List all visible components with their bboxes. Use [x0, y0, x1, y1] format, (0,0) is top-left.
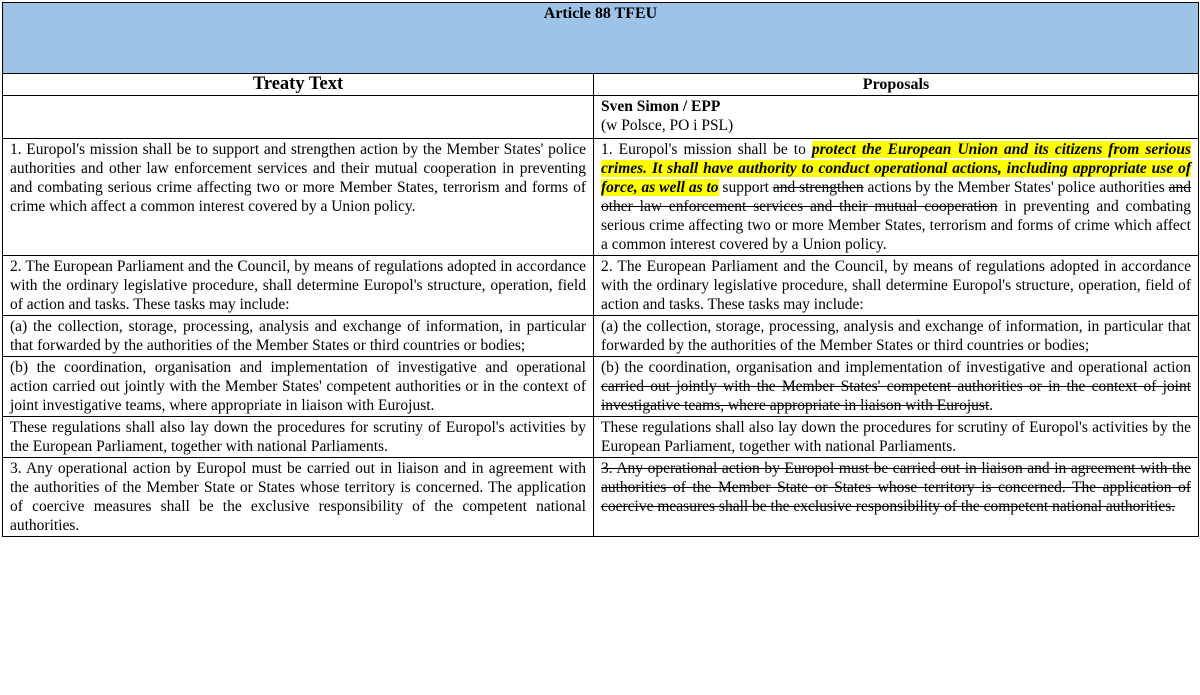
header-treaty-text: Treaty Text: [3, 74, 594, 96]
treaty-text-cell: 3. Any operational action by Europol must be carried out in liaison and in agreement with the authorities of the Member State or States whose territory is concerned. The application of coercive measures shall be the exclusive responsibility of the competent national authorities.: [3, 458, 594, 537]
unchanged-text: in preventing and combating serious crime affecting two or more Member States, terrorism and forms of crime which affect a common interest covered by a Union policy.: [601, 198, 1191, 253]
unchanged-text: (b) the coordination, organisation and implementation of investigative and operational action: [601, 359, 1191, 376]
deleted-text: carried out jointly with the Member States' competent authorities or in the context of joint investigative teams, where appropriate in liaison with Eurojust: [601, 378, 1191, 414]
table-title: Article 88 TFEU: [3, 3, 1199, 74]
unchanged-text: .: [989, 397, 994, 414]
table-row: [3, 458, 1199, 537]
inserted-text: protect the European Union and its citizens from serious crimes. It shall have authority to conduct operational actions, including appropriate use of force, as well as to: [601, 141, 1191, 196]
proposer-note: (w Polsce, PO i PSL): [601, 117, 734, 134]
table-row: [3, 316, 1199, 357]
comparison-table: [2, 2, 1199, 537]
unchanged-text: support: [718, 179, 773, 196]
table-row: [3, 256, 1199, 316]
proposal-text-cell: These regulations shall also lay down the procedures for scrutiny of Europol's activities by the European Parliament, together with national Parliaments.: [594, 417, 1199, 458]
treaty-text-cell: These regulations shall also lay down the procedures for scrutiny of Europol's activities by the European Parliament, together with national Parliaments.: [3, 417, 594, 458]
table-row: [3, 417, 1199, 458]
title-row: [3, 3, 1199, 74]
proposer-cell: [594, 96, 1199, 139]
proposer-name: Sven Simon / EPP: [601, 98, 721, 115]
treaty-text-cell: (b) the coordination, organisation and implementation of investigative and operational action carried out jointly with the Member States' competent authorities or in the context of joint investigative teams, where appropriate in liaison with Eurojust.: [3, 357, 594, 417]
deleted-text: and other law enforcement services and their mutual cooperation: [601, 179, 1192, 215]
table-row: [3, 357, 1199, 417]
empty-cell: [3, 96, 594, 139]
deleted-text: and strengthen: [772, 179, 864, 196]
treaty-text-cell: 1. Europol's mission shall be to support and strengthen action by the Member States' police authorities and other law enforcement services and their mutual cooperation in preventing and combating serious crime affecting two or more Member States, terrorism and forms of crime which affect a common interest covered by a Union policy.: [3, 139, 594, 256]
proposer-row: [3, 96, 1199, 139]
header-row: [3, 74, 1199, 96]
proposal-text-cell-deleted: 3. Any operational action by Europol must be carried out in liaison and in agreement with the authorities of the Member State or States whose territory is concerned. The application of coercive measures shall be the exclusive responsibility of the competent national authorities.: [594, 458, 1199, 537]
table-row: [3, 139, 1199, 256]
header-proposals: Proposals: [594, 74, 1199, 96]
unchanged-text: actions by the Member States' police authorities: [863, 179, 1169, 196]
proposal-text-cell: [594, 139, 1199, 256]
treaty-text-cell: (a) the collection, storage, processing, analysis and exchange of information, in particular that forwarded by the authorities of the Member States or third countries or bodies;: [3, 316, 594, 357]
proposal-text-cell: [594, 357, 1199, 417]
proposal-text-cell: (a) the collection, storage, processing, analysis and exchange of information, in particular that forwarded by the authorities of the Member States or third countries or bodies;: [594, 316, 1199, 357]
unchanged-text: 1. Europol's mission shall be to: [601, 141, 812, 158]
proposal-text-cell: 2. The European Parliament and the Council, by means of regulations adopted in accordance with the ordinary legislative procedure, shall determine Europol's structure, operation, field of action and tasks. These tasks may include:: [594, 256, 1199, 316]
treaty-text-cell: 2. The European Parliament and the Council, by means of regulations adopted in accordance with the ordinary legislative procedure, shall determine Europol's structure, operation, field of action and tasks. These tasks may include:: [3, 256, 594, 316]
